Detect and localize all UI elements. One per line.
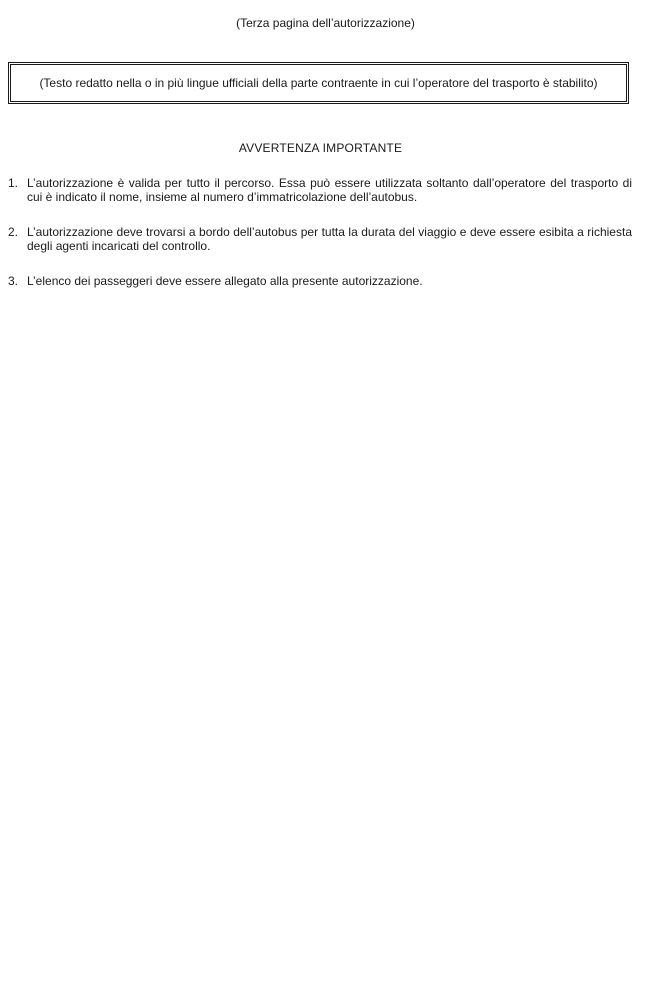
language-note-box xyxy=(8,62,629,104)
item-text: L’autorizzazione è valida per tutto il percorso. Essa può essere utilizzata soltanto dall’operatore del trasporto di cui è indicato il nome, insieme al numero d’immatricolazione dell’autobus. xyxy=(27,176,632,204)
item-number: 1. xyxy=(8,176,19,190)
item-number: 3. xyxy=(8,274,19,288)
item-text: L’elenco dei passeggeri deve essere allegato alla presente autorizzazione. xyxy=(27,274,423,288)
item-number: 2. xyxy=(8,225,19,239)
warning-list xyxy=(8,176,632,309)
warning-item-3 xyxy=(8,274,632,288)
warning-title: AVVERTENZA IMPORTANTE xyxy=(238,141,403,155)
item-text: L’autorizzazione deve trovarsi a bordo dell’autobus per tutta la durata del viaggio e deve essere esibita a richiesta degli agenti incaricati del controllo. xyxy=(27,225,632,253)
language-note-text: (Testo redatto nella o in più lingue ufficiali della parte contraente in cui l’operatore del trasporto è stabilito) xyxy=(39,76,598,90)
warning-item-1 xyxy=(8,176,632,204)
page-header: (Terza pagina dell’autorizzazione) xyxy=(236,16,415,30)
warning-item-2 xyxy=(8,225,632,253)
